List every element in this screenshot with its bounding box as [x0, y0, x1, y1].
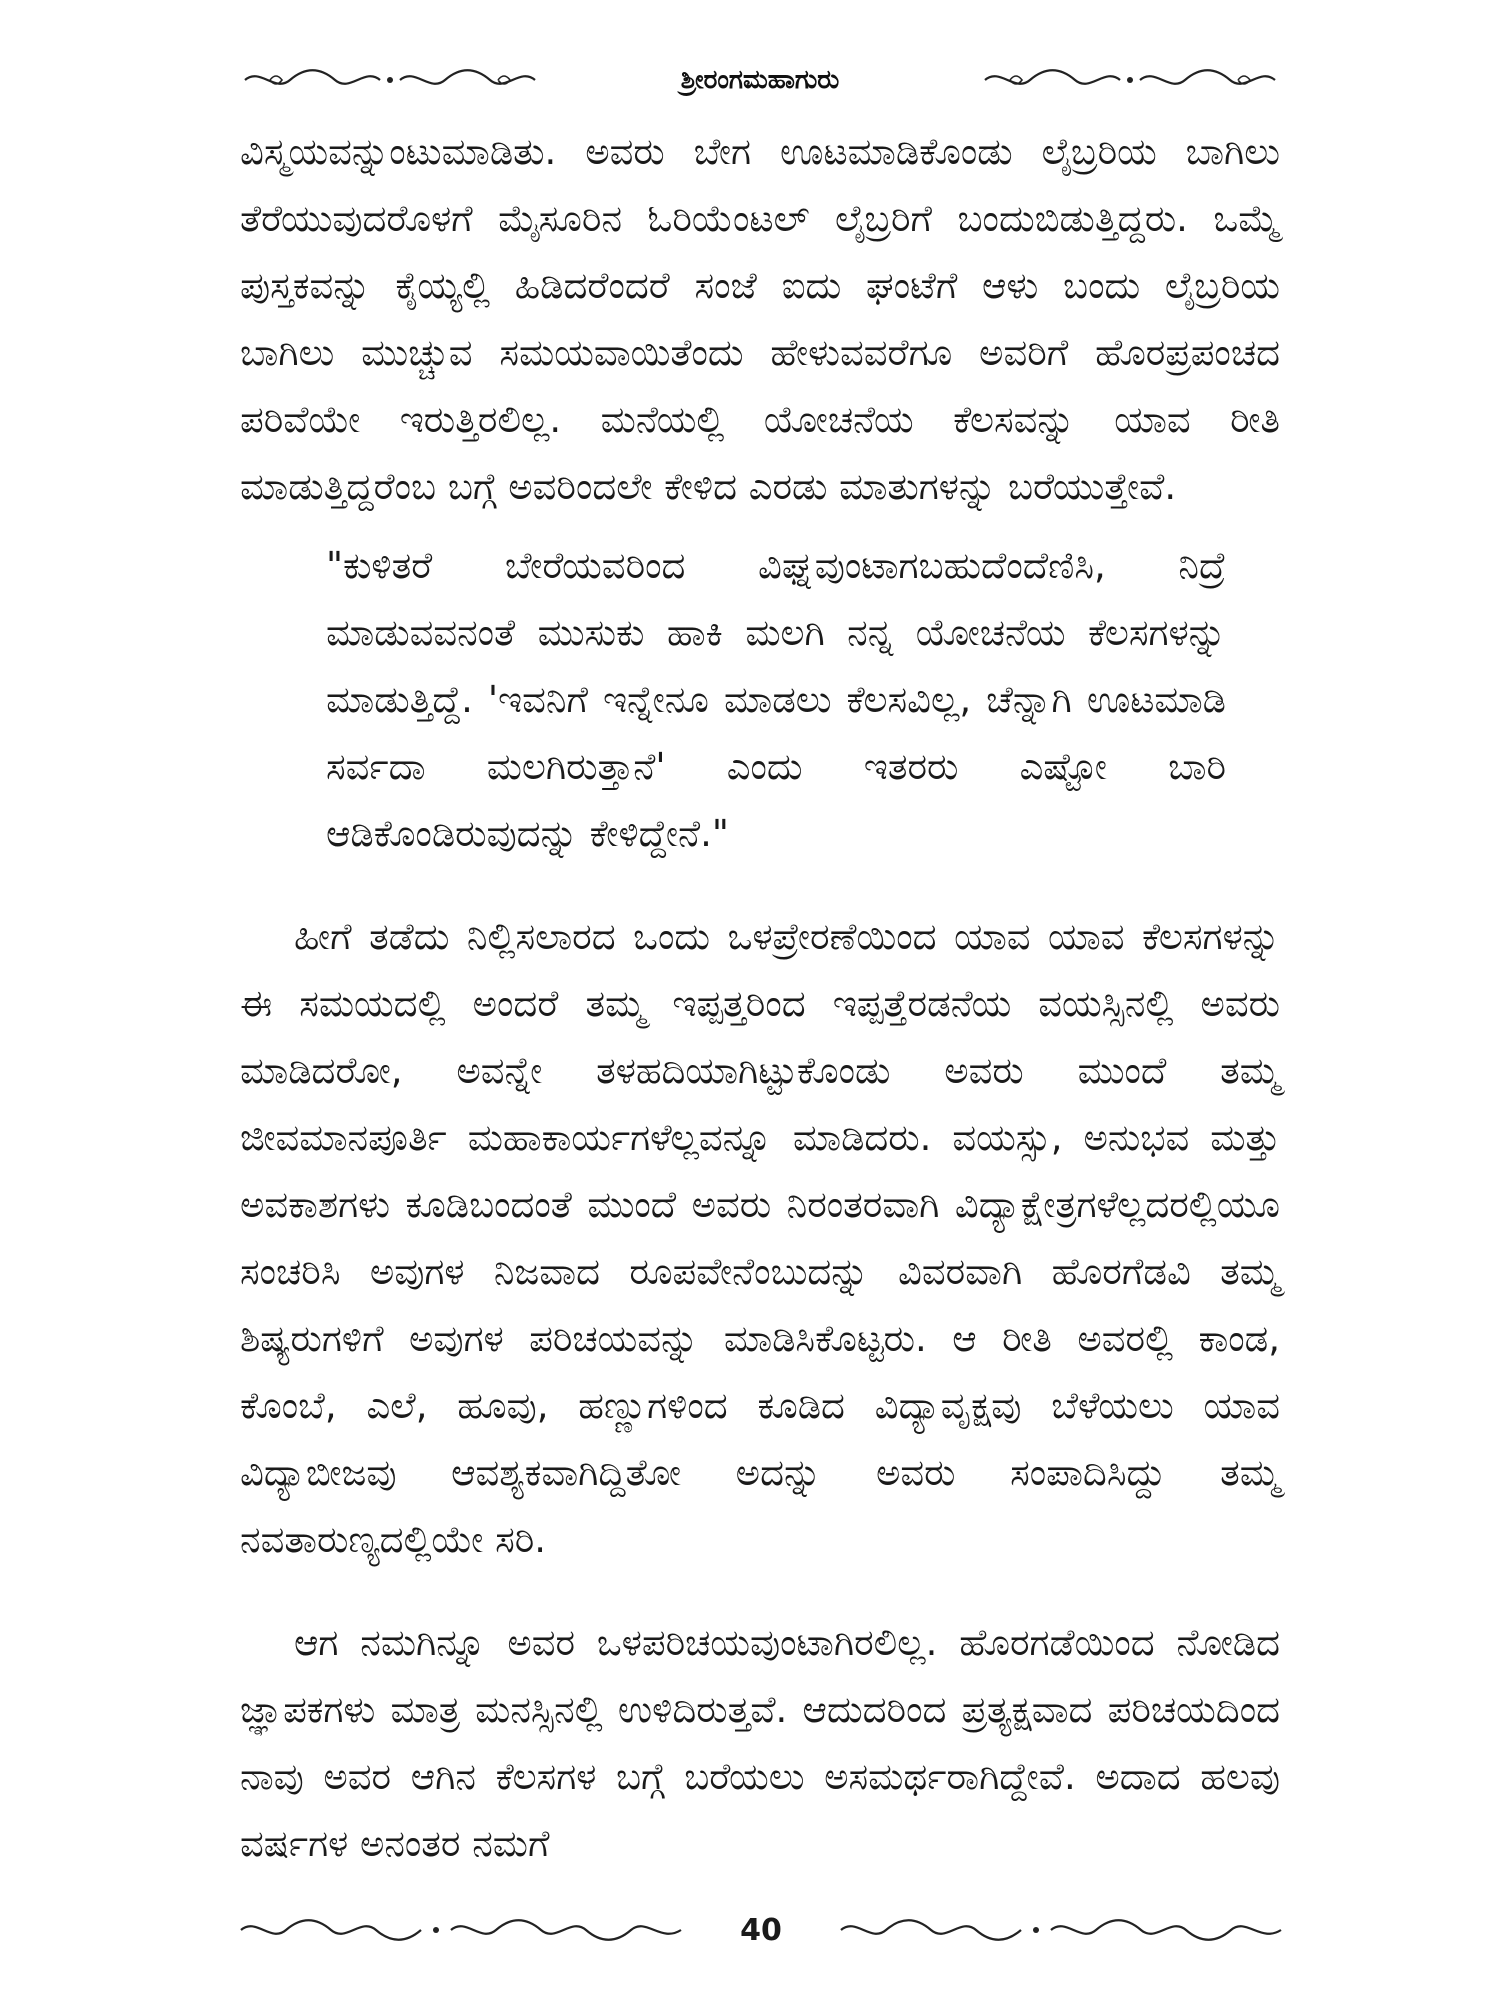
right-footer-ornament: [836, 1915, 1286, 1945]
page-number: 40: [740, 1912, 782, 1948]
running-title: ಶ್ರೀರಂಗಮಹಾಗುರು: [680, 64, 840, 95]
page-body: [240, 118, 1280, 1877]
paragraph-2: ಹೀಗೆ ತಡೆದು ನಿಲ್ಲಿಸಲಾರದ ಒಂದು ಒಳಪ್ರೇರಣೆಯಿಂದ ಯಾವ ಯಾವ ಕೆಲಸಗಳನ್ನು ಈ ಸಮಯದಲ್ಲಿ ಅಂದರೆ ತಮ್ಮ ಇಪ್ಪತ್ತರಿಂದ ಇಪ್ಪತ್ತೆರಡನೆಯ ವಯಸ್ಸಿನಲ್ಲಿ ಅವರು ಮಾಡಿದರೋ, ಅವನ್ನೇ ತಳಹದಿಯಾಗಿಟ್ಟುಕೊಂಡು ಅವರು ಮುಂದೆ ತಮ್ಮ ಜೀವಮಾನಪೂರ್ತಿ ಮಹಾಕಾರ್ಯಗಳೆಲ್ಲವನ್ನೂ ಮಾಡಿದರು. ವಯಸ್ಸು, ಅನುಭವ ಮತ್ತು ಅವಕಾಶಗಳು ಕೂಡಿಬಂದಂತೆ ಮುಂದೆ ಅವರು ನಿರಂತರವಾಗಿ ವಿದ್ಯಾಕ್ಷೇತ್ರಗಳೆಲ್ಲದರಲ್ಲಿಯೂ ಸಂಚರಿಸಿ ಅವುಗಳ ನಿಜವಾದ ರೂಪವೇನೆಂಬುದನ್ನು ವಿವರವಾಗಿ ಹೊರಗೆಡವಿ ತಮ್ಮ ಶಿಷ್ಯರುಗಳಿಗೆ ಅವುಗಳ ಪರಿಚಯವನ್ನು ಮಾಡಿಸಿಕೊಟ್ಟರು. ಆ ರೀತಿ ಅವರಲ್ಲಿ ಕಾಂಡ, ಕೊಂಬೆ, ಎಲೆ, ಹೂವು, ಹಣ್ಣುಗಳಿಂದ ಕೂಡಿದ ವಿದ್ಯಾವೃಕ್ಷವು ಬೆಳೆಯಲು ಯಾವ ವಿದ್ಯಾಬೀಜವು ಆವಶ್ಯಕವಾಗಿದ್ದಿತೋ ಅದನ್ನು ಅವರು ಸಂಪಾದಿಸಿದ್ದು ತಮ್ಮ ನವತಾರುಣ್ಯದಲ್ಲಿಯೇ ಸರಿ.: [240, 915, 1280, 1561]
page-header: [240, 58, 1280, 102]
left-header-ornament: [240, 65, 540, 95]
paragraph-3: ಆಗ ನಮಗಿನ್ನೂ ಅವರ ಒಳಪರಿಚಯವುಂಟಾಗಿರಲಿಲ್ಲ. ಹೊರಗಡೆಯಿಂದ ನೋಡಿದ ಜ್ಞಾಪಕಗಳು ಮಾತ್ರ ಮನಸ್ಸಿನಲ್ಲಿ ಉಳಿದಿರುತ್ತವೆ. ಆದುದರಿಂದ ಪ್ರತ್ಯಕ್ಷವಾದ ಪರಿಚಯದಿಂದ ನಾವು ಅವರ ಆಗಿನ ಕೆಲಸಗಳ ಬಗ್ಗೆ ಬರೆಯಲು ಅಸಮರ್ಥರಾಗಿದ್ದೇವೆ. ಅದಾದ ಹಲವು ವರ್ಷಗಳ ಅನಂತರ ನಮಗೆ: [240, 1621, 1280, 1865]
right-header-ornament: [980, 65, 1280, 95]
block-quote: "ಕುಳಿತರೆ ಬೇರೆಯವರಿಂದ ವಿಘ್ನವುಂಟಾಗಬಹುದೆಂದೆಣಿಸಿ, ನಿದ್ರೆ ಮಾಡುವವನಂತೆ ಮುಸುಕು ಹಾಕಿ ಮಲಗಿ ನನ್ನ ಯೋಚನೆಯ ಕೆಲಸಗಳನ್ನು ಮಾಡುತ್ತಿದ್ದೆ. 'ಇವನಿಗೆ ಇನ್ನೇನೂ ಮಾಡಲು ಕೆಲಸವಿಲ್ಲ, ಚೆನ್ನಾಗಿ ಊಟಮಾಡಿ ಸರ್ವದಾ ಮಲಗಿರುತ್ತಾನೆ' ಎಂದು ಇತರರು ಎಷ್ಟೋ ಬಾರಿ ಆಡಿಕೊಂಡಿರುವುದನ್ನು ಕೇಳಿದ್ದೇನೆ.": [326, 544, 1226, 855]
left-footer-ornament: [236, 1915, 686, 1945]
page-footer: [236, 1908, 1286, 1952]
paragraph-1: ವಿಸ್ಮಯವನ್ನುಂಟುಮಾಡಿತು. ಅವರು ಬೇಗ ಊಟಮಾಡಿಕೊಂಡು ಲೈಬ್ರರಿಯ ಬಾಗಿಲು ತೆರೆಯುವುದರೊಳಗೆ ಮೈಸೂರಿನ ಓರಿಯೆಂಟಲ್ ಲೈಬ್ರರಿಗೆ ಬಂದುಬಿಡುತ್ತಿದ್ದರು. ಒಮ್ಮೆ ಪುಸ್ತಕವನ್ನು ಕೈಯ್ಯಲ್ಲಿ ಹಿಡಿದರೆಂದರೆ ಸಂಜೆ ಐದು ಘಂಟೆಗೆ ಆಳು ಬಂದು ಲೈಬ್ರರಿಯ ಬಾಗಿಲು ಮುಚ್ಚುವ ಸಮಯವಾಯಿತೆಂದು ಹೇಳುವವರೆಗೂ ಅವರಿಗೆ ಹೊರಪ್ರಪಂಚದ ಪರಿವೆಯೇ ಇರುತ್ತಿರಲಿಲ್ಲ. ಮನೆಯಲ್ಲಿ ಯೋಚನೆಯ ಕೆಲಸವನ್ನು ಯಾವ ರೀತಿ ಮಾಡುತ್ತಿದ್ದರೆಂಬ ಬಗ್ಗೆ ಅವರಿಂದಲೇ ಕೇಳಿದ ಎರಡು ಮಾತುಗಳನ್ನು ಬರೆಯುತ್ತೇವೆ.: [240, 130, 1280, 508]
